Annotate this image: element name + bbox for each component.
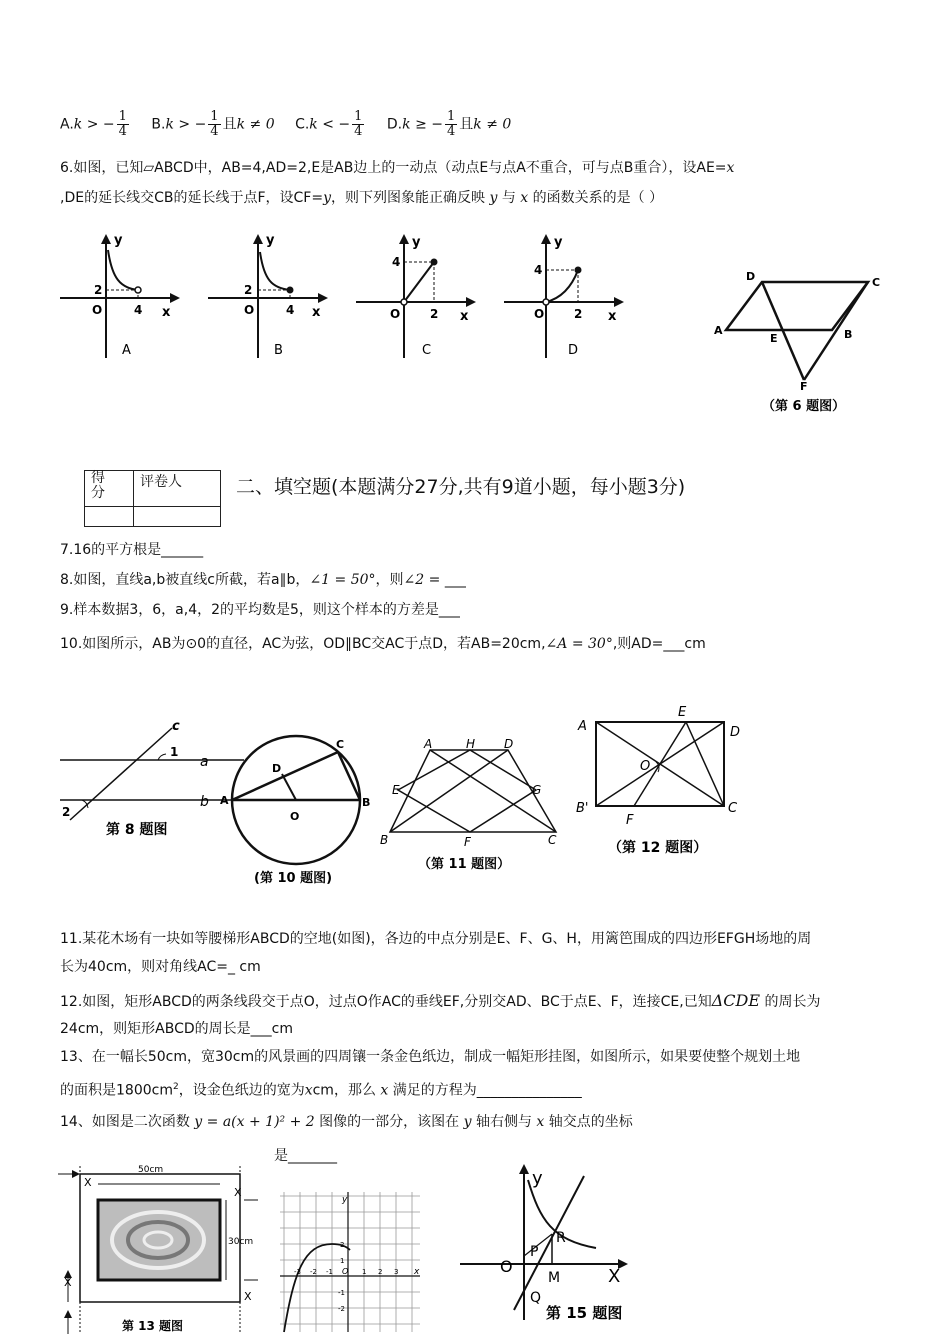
- svg-text:X: X: [84, 1176, 92, 1189]
- svg-text:O: O: [390, 307, 401, 321]
- fig14-parabola-grid: [280, 1192, 422, 1332]
- fig15-hyperbola: [456, 1160, 646, 1336]
- svg-text:x: x: [460, 309, 469, 324]
- svg-text:F: F: [464, 835, 471, 849]
- svg-text:50cm: 50cm: [138, 1165, 164, 1175]
- svg-text:1: 1: [170, 745, 179, 759]
- svg-text:-2: -2: [310, 1268, 317, 1276]
- svg-text:y: y: [266, 233, 275, 248]
- svg-text:x: x: [414, 1267, 420, 1277]
- svg-text:4: 4: [286, 303, 295, 317]
- q12-line2: 24cm，则矩形ABCD的周长是___cm: [60, 1021, 293, 1037]
- svg-text:-2: -2: [338, 1305, 345, 1313]
- svg-text:A: A: [220, 794, 229, 807]
- q5-options: [60, 110, 527, 139]
- svg-text:B: B: [362, 796, 371, 809]
- svg-text:D: D: [746, 270, 756, 283]
- svg-text:2: 2: [62, 805, 71, 819]
- q12-line1: 12.如图，矩形ABCD的两条线段交于点O，过点O作AC的垂线EF,分别交AD、BC于点E、F，连接CE,已知ΔCDE 的周长为: [60, 991, 821, 1010]
- svg-text:F: F: [800, 380, 808, 393]
- svg-text:O: O: [92, 303, 103, 317]
- svg-text:y: y: [342, 1195, 348, 1205]
- svg-text:D: D: [272, 762, 282, 775]
- svg-text:B': B': [576, 801, 589, 816]
- svg-text:M: M: [548, 1270, 561, 1286]
- svg-text:B: B: [844, 328, 853, 341]
- svg-text:a: a: [200, 754, 209, 770]
- svg-text:y: y: [114, 233, 123, 248]
- svg-text:D: D: [568, 343, 579, 358]
- svg-text:E: E: [770, 332, 778, 345]
- svg-text:30cm: 30cm: [228, 1237, 254, 1247]
- svg-text:A: A: [578, 719, 587, 734]
- q13-line1: 13、在一幅长50cm，宽30cm的风景画的四周镶一条金色纸边，制成一幅矩形挂图，如图所示，如果要使整个规划土地: [60, 1049, 801, 1065]
- svg-text:2: 2: [340, 1241, 345, 1249]
- svg-text:2: 2: [244, 283, 253, 297]
- svg-text:D: D: [730, 725, 741, 740]
- svg-text:（第 12 题图）: （第 12 题图）: [608, 840, 708, 856]
- svg-text:O: O: [290, 810, 300, 823]
- fig10-circle: [220, 730, 376, 890]
- svg-text:c: c: [172, 719, 180, 734]
- svg-text:G: G: [532, 783, 542, 797]
- option-b: B.k > − $\frac{1}{4}$ 且k ≠ 0: [151, 109, 275, 139]
- svg-text:（第 11 题图）: （第 11 题图）: [418, 857, 511, 872]
- svg-text:4: 4: [534, 263, 543, 277]
- svg-text:E: E: [392, 783, 400, 797]
- fig12-rectangle: [572, 700, 752, 862]
- svg-text:X: X: [608, 1266, 621, 1287]
- svg-text:第 8 题图: 第 8 题图: [106, 822, 168, 838]
- svg-text:A: A: [424, 737, 433, 751]
- svg-text:O: O: [500, 1257, 513, 1276]
- svg-text:P: P: [530, 1244, 539, 1260]
- svg-text:第 13 题图: 第 13 题图: [122, 1319, 184, 1333]
- svg-text:x: x: [608, 309, 617, 324]
- fig8-parallel-lines: [58, 716, 218, 846]
- q6-graph-a: [56, 230, 186, 360]
- svg-text:F: F: [626, 813, 634, 828]
- fig13-picture-frame: [58, 1164, 258, 1336]
- svg-text:1: 1: [362, 1268, 367, 1276]
- svg-text:(第 10 题图): (第 10 题图): [254, 871, 333, 886]
- svg-text:4: 4: [134, 303, 143, 317]
- svg-text:x: x: [162, 305, 171, 320]
- score-table: [84, 470, 221, 527]
- fig6-parallelogram: [710, 268, 890, 418]
- svg-text:2: 2: [574, 307, 583, 321]
- svg-text:D: D: [504, 737, 514, 751]
- svg-text:3: 3: [394, 1268, 399, 1276]
- q8: 8.如图，直线a,b被直线c所截，若a∥b，∠1 = 50°，则∠2 = ___: [60, 572, 466, 588]
- svg-text:B: B: [274, 343, 283, 358]
- svg-text:（第 6 题图）: （第 6 题图）: [762, 399, 846, 414]
- svg-text:2: 2: [430, 307, 439, 321]
- svg-text:2: 2: [94, 283, 103, 297]
- svg-text:O: O: [640, 759, 651, 774]
- svg-text:1: 1: [340, 1257, 345, 1265]
- svg-text:C: C: [336, 738, 345, 751]
- q7: 7.16的平方根是______: [60, 542, 204, 558]
- svg-text:E: E: [678, 705, 687, 720]
- svg-text:2: 2: [378, 1268, 383, 1276]
- svg-text:X: X: [64, 1276, 72, 1289]
- svg-text:-1: -1: [338, 1289, 345, 1297]
- svg-text:X: X: [234, 1186, 242, 1199]
- svg-text:C: C: [728, 801, 738, 816]
- svg-text:-3: -3: [294, 1268, 301, 1276]
- grader-cell-label: 评卷人: [134, 471, 221, 507]
- svg-text:O: O: [244, 303, 255, 317]
- score-cell-value[interactable]: [85, 507, 134, 527]
- fig11-trapezoid: [378, 737, 568, 880]
- svg-text:x: x: [312, 305, 321, 320]
- svg-text:O: O: [342, 1267, 349, 1276]
- svg-text:A: A: [122, 343, 131, 358]
- q14-line2: 是_______: [274, 1148, 337, 1164]
- q6-line1: 6.如图，已知▱ABCD中，AB=4,AD=2,E是AB边上的一动点（动点E与点A不重合，可与点B重合），设AE=x: [60, 160, 735, 176]
- svg-text:H: H: [466, 737, 476, 751]
- option-a: A.k > − $\frac{1}{4}$: [60, 109, 127, 139]
- q6-line2: ,DE的延长线交CB的延长线于点F，设CF=y，则下列图象能正确反映 y 与 x 的函数关系的是（ ）: [60, 190, 664, 206]
- section2-title: 二、填空题(本题满分27分,共有9道小题，每小题3分): [236, 476, 686, 498]
- svg-text:Q: Q: [530, 1290, 542, 1306]
- svg-text:4: 4: [392, 255, 401, 269]
- q10: 10.如图所示，AB为⊙0的直径，AC为弦，OD∥BC交AC于点D，若AB=20cm,∠A = 30°,则AD=___cm: [60, 636, 706, 652]
- q14-line1: 14、如图是二次函数 y = a(x + 1)² + 2 图像的一部分，该图在 y 轴右侧与 x 轴交点的坐标: [60, 1114, 633, 1130]
- svg-text:C: C: [548, 833, 557, 847]
- svg-text:A: A: [714, 324, 723, 337]
- svg-text:y: y: [554, 235, 563, 250]
- svg-text:y: y: [532, 1168, 543, 1189]
- svg-text:O: O: [534, 307, 545, 321]
- svg-text:-1: -1: [326, 1268, 333, 1276]
- q6-graph-b: [204, 230, 334, 360]
- svg-text:C: C: [422, 343, 432, 358]
- q6-graph-d: [500, 230, 630, 360]
- svg-text:C: C: [872, 276, 881, 289]
- option-d: D.k ≥ − $\frac{1}{4}$ 且k ≠ 0: [386, 109, 512, 139]
- option-c: C.k < − $\frac{1}{4}$: [295, 109, 363, 139]
- q13-line2: 的面积是$1800cm^2$，设金色纸边的宽为xcm，那么 x 满足的方程为_______________: [60, 1082, 582, 1099]
- svg-text:B: B: [380, 833, 389, 847]
- svg-text:b: b: [200, 794, 209, 810]
- q11-line1: 11.某花木场有一块如等腰梯形ABCD的空地(如图)，各边的中点分别是E、F、G、H，用篱笆围成的四边形EFGH场地的周: [60, 931, 812, 947]
- q6-graph-c: [352, 230, 482, 360]
- svg-text:X: X: [244, 1290, 252, 1303]
- q9: 9.样本数据3，6，a,4，2的平均数是5，则这个样本的方差是___: [60, 602, 460, 618]
- q11-line2: 长为40cm，则对角线AC=_ cm: [60, 959, 261, 975]
- score-cell-label: 得 分: [85, 471, 134, 507]
- svg-text:第 15 题图: 第 15 题图: [546, 1304, 623, 1322]
- svg-text:y: y: [412, 235, 421, 250]
- svg-text:R: R: [556, 1230, 566, 1246]
- grader-cell-value[interactable]: [134, 507, 221, 527]
